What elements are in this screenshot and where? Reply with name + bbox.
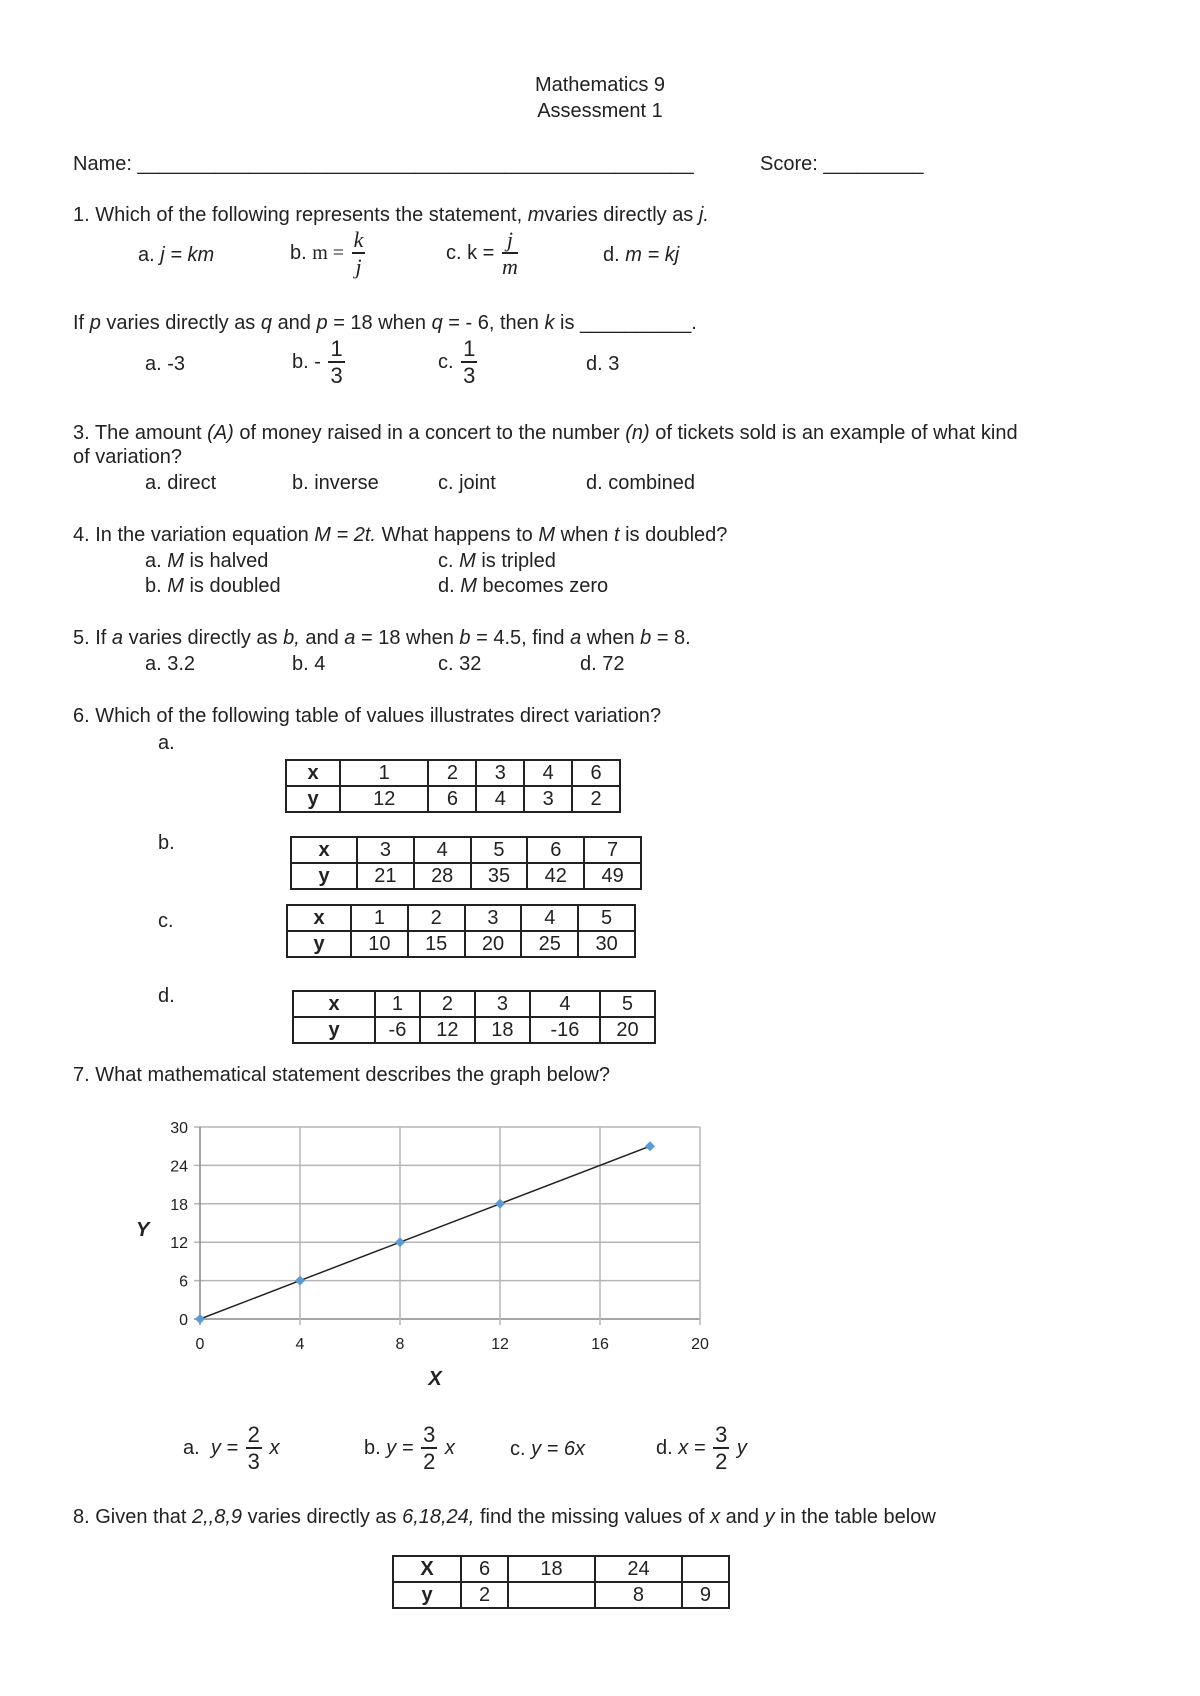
question-5 [73, 627, 691, 650]
option-expression: y = [210, 1436, 239, 1459]
variable-y: y [764, 1506, 775, 1528]
question-text: when [586, 627, 635, 649]
variable-x: x [710, 1506, 721, 1528]
variable-x: 6,18,24, [402, 1506, 475, 1528]
fraction [421, 1424, 437, 1473]
x-header: x [287, 905, 351, 931]
option-expression: y = [386, 1436, 414, 1459]
q2-option-d[interactable]: d. 3 [586, 353, 620, 375]
question-text: varies directly as [106, 312, 256, 334]
question-text: is __________. [560, 312, 697, 334]
x-tick-label: 16 [591, 1336, 609, 1353]
y-tick-label: 18 [170, 1196, 188, 1214]
option-label: c. [510, 1438, 526, 1460]
table-cell: 18 [475, 1017, 530, 1043]
x-tick-labels [196, 1336, 709, 1353]
fraction [502, 229, 518, 278]
x-tick-label: 0 [195, 1336, 205, 1353]
y-header: y [287, 931, 351, 957]
q2-option-a[interactable]: a. -3 [145, 353, 186, 375]
question-text: is doubled? [625, 524, 728, 546]
y-header: y [291, 863, 357, 889]
variable-M: M [167, 575, 184, 597]
denominator: 2 [715, 1449, 728, 1474]
table-cell: 20 [600, 1017, 655, 1043]
table-cell: 4 [414, 837, 471, 863]
table-cell: 10 [351, 931, 408, 957]
x-header: x [291, 837, 357, 863]
numerator: 3 [715, 1422, 728, 1447]
variable-m: m [527, 204, 545, 226]
series-line [200, 1146, 650, 1319]
variable-k: k [544, 312, 555, 334]
table-cell: 3 [476, 760, 524, 786]
question-text: and [725, 1506, 759, 1528]
table-cell: 9 [682, 1582, 729, 1608]
x-tick-label: 4 [295, 1336, 305, 1353]
subject-title: Mathematics 9 [534, 74, 666, 96]
question-1 [73, 204, 709, 227]
table-cell: 1 [351, 905, 408, 931]
question-text: = - 6, then [448, 312, 539, 334]
score-label: Score: [760, 153, 818, 175]
x-tick-label: 8 [395, 1336, 405, 1353]
option-text: becomes zero [482, 575, 609, 597]
table-cell: 42 [527, 863, 584, 889]
question-text: in the table below [780, 1506, 936, 1528]
option-label: a. [183, 1436, 200, 1459]
table-cell: 3 [475, 991, 530, 1017]
question-7: 7. What mathematical statement describes the graph below? [73, 1064, 610, 1086]
chart-series [195, 1141, 655, 1324]
q6-table-d [292, 990, 656, 1044]
variable-q: q [260, 312, 272, 334]
variable-p: p [89, 312, 101, 334]
variable-M: M [538, 524, 556, 546]
q5-option-b[interactable]: b. 4 [292, 653, 326, 675]
q3-option-d[interactable]: d. combined [586, 472, 695, 494]
q6-table-c [286, 904, 636, 958]
q3-option-b[interactable]: b. inverse [292, 472, 379, 494]
table-cell: 1 [340, 760, 428, 786]
y-header: y [286, 786, 340, 812]
numerator: j [502, 229, 518, 254]
q3-option-c[interactable]: c. joint [438, 472, 496, 494]
option-label: c. [438, 350, 454, 373]
variable-n: (n) [625, 422, 650, 444]
question-text: and [277, 312, 311, 334]
option-text: is halved [189, 550, 269, 572]
table-cell: 5 [600, 991, 655, 1017]
option-label: a. [138, 244, 155, 266]
table-cell: 2 [461, 1582, 508, 1608]
q5-option-a[interactable]: a. 3.2 [145, 653, 196, 675]
question-text: = 18 when [333, 312, 427, 334]
variable-x: x [444, 1436, 455, 1459]
question-text: 8. Given that [73, 1506, 187, 1528]
assessment-title: Assessment 1 [537, 100, 663, 122]
question-3-line-1 [73, 422, 1018, 445]
q7-option-b[interactable] [364, 1424, 455, 1473]
variable-b: b [640, 627, 652, 649]
denominator: 2 [423, 1449, 436, 1474]
table-cell: 4 [530, 991, 600, 1017]
option-text: is doubled [189, 575, 281, 597]
table-cell: -6 [375, 1017, 420, 1043]
option-label: b. - [292, 350, 321, 373]
question-text: What happens to [381, 524, 533, 546]
x-header: X [393, 1556, 461, 1582]
table-cell: 2 [408, 905, 465, 931]
option-expression: j = km [160, 244, 215, 266]
y-header: y [393, 1582, 461, 1608]
data-point [195, 1314, 205, 1324]
table-cell: 6 [527, 837, 584, 863]
x-header: x [286, 760, 340, 786]
table-cell: 21 [357, 863, 414, 889]
question-text: of money raised in a concert to the number [239, 422, 620, 444]
q5-option-c[interactable]: c. 32 [438, 653, 482, 675]
table-cell: 6 [428, 786, 476, 812]
y-axis-label: Y [136, 1219, 150, 1241]
name-line [73, 153, 694, 176]
question-text: when [560, 524, 609, 546]
table-cell: 20 [465, 931, 522, 957]
option-label: a. [145, 550, 162, 572]
numerator: 1 [463, 336, 476, 361]
variable-y: y [736, 1436, 747, 1459]
question-6: 6. Which of the following table of values illustrates direct variation? [73, 705, 662, 727]
question-text: find the missing values of [479, 1506, 705, 1528]
table-cell: 2 [572, 786, 620, 812]
numerator: 1 [330, 336, 343, 361]
data-point [645, 1141, 655, 1151]
table-cell: 25 [521, 931, 578, 957]
score-blank: _________ [823, 153, 924, 175]
option-expression: y = 6x [531, 1438, 586, 1460]
table-cell: 3 [357, 837, 414, 863]
variable-t: t [613, 524, 620, 546]
name-label: Name: [73, 153, 132, 175]
table-cell: 6 [572, 760, 620, 786]
option-expression: m = [312, 241, 345, 264]
q5-option-d[interactable]: d. 72 [580, 653, 625, 675]
x-axis-label: X [428, 1368, 442, 1390]
variable-A: (A) [207, 422, 234, 444]
variable-q: q [431, 312, 443, 334]
question-text: of tickets sold is an example of what kind [655, 422, 1018, 444]
question-text: = 8. [656, 627, 691, 649]
question-text: varies directly as [247, 1506, 397, 1528]
data-point [495, 1199, 505, 1209]
y-tick-label: 24 [170, 1158, 188, 1176]
q6-table-b [290, 836, 642, 890]
y-tick-label: 30 [170, 1120, 188, 1137]
table-cell: 5 [471, 837, 528, 863]
variable-M: M [460, 575, 477, 597]
q7-option-c[interactable] [510, 1438, 585, 1461]
option-expression: m = kj [625, 244, 680, 266]
q1-option-c[interactable] [446, 229, 520, 278]
q4-option-a[interactable] [145, 550, 268, 573]
question-3-line-2: of variation? [73, 446, 182, 468]
data-point [395, 1237, 405, 1247]
q1-option-d[interactable] [603, 244, 679, 267]
question-number: 1. [73, 204, 90, 226]
table-cell: 24 [595, 1556, 682, 1582]
y-header: y [293, 1017, 375, 1043]
q6-option-c-label[interactable]: c. [158, 910, 174, 932]
table-cell: 7 [584, 837, 641, 863]
y-tick-label: 6 [179, 1273, 188, 1291]
option-expression: k = [467, 241, 495, 264]
q2-option-c[interactable] [438, 338, 479, 387]
question-4 [73, 524, 727, 547]
variable-j: j. [698, 204, 709, 226]
variable-y: 2,,8,9 [191, 1506, 243, 1528]
fraction [328, 338, 344, 387]
option-label: c. [438, 550, 454, 572]
table-cell: 8 [595, 1582, 682, 1608]
q3-option-a[interactable]: a. direct [145, 472, 217, 494]
question-text: and [305, 627, 339, 649]
q6-option-a-label[interactable]: a. [158, 732, 175, 754]
variable-x: x [269, 1436, 280, 1459]
q1-option-b[interactable] [290, 229, 367, 278]
score-line [760, 153, 923, 176]
table-cell: 4 [521, 905, 578, 931]
table-cell: 2 [428, 760, 476, 786]
q4-option-c[interactable] [438, 550, 556, 573]
option-label: d. [656, 1436, 673, 1459]
fraction [713, 1424, 729, 1473]
table-cell: 49 [584, 863, 641, 889]
table-cell: 6 [461, 1556, 508, 1582]
y-tick-labels [170, 1120, 188, 1329]
question-2 [73, 312, 697, 335]
variable-M: M [459, 550, 476, 572]
table-cell: 2 [420, 991, 475, 1017]
q6-table-a [285, 759, 621, 813]
y-tick-label: 12 [170, 1235, 188, 1253]
q7-option-a[interactable] [183, 1424, 279, 1473]
denominator: 3 [247, 1449, 260, 1474]
table-cell: 3 [465, 905, 522, 931]
question-text: Which of the following represents the statement, [95, 204, 523, 226]
denominator: m [501, 254, 518, 279]
fraction [461, 338, 477, 387]
table-cell [682, 1556, 729, 1582]
table-cell: 12 [420, 1017, 475, 1043]
x-tick-label: 20 [691, 1336, 709, 1353]
denominator: j [355, 254, 362, 279]
table-cell [508, 1582, 595, 1608]
table-cell: -16 [530, 1017, 600, 1043]
question-text: 3. The amount [73, 422, 202, 444]
option-expression: x = [678, 1436, 706, 1459]
variable-p: p [316, 312, 328, 334]
table-cell: 4 [476, 786, 524, 812]
x-header: x [293, 991, 375, 1017]
q7-option-d[interactable] [656, 1424, 747, 1473]
table-cell: 3 [524, 786, 572, 812]
question-text: 4. In the variation equation [73, 524, 309, 546]
option-text: is tripled [481, 550, 556, 572]
option-label: b. [290, 241, 307, 264]
option-label: d. [603, 244, 620, 266]
option-label: b. [364, 1436, 381, 1459]
fraction [246, 1424, 262, 1473]
table-cell: 18 [508, 1556, 595, 1582]
q4-option-b[interactable] [145, 575, 281, 598]
question-text: = 4.5, find [476, 627, 565, 649]
numerator: 2 [247, 1422, 260, 1447]
option-label: b. [145, 575, 162, 597]
q6-option-d-label[interactable]: d. [158, 985, 175, 1007]
variable-a: a [111, 627, 124, 649]
table-cell: 4 [524, 760, 572, 786]
y-tick-label: 0 [179, 1312, 188, 1329]
q6-option-b-label[interactable]: b. [158, 832, 175, 854]
q1-option-a[interactable] [138, 244, 214, 267]
table-cell: 35 [471, 863, 528, 889]
name-blank: __________________________________________________ [137, 153, 694, 175]
question-text: 5. If [73, 627, 107, 649]
data-point [295, 1276, 305, 1286]
question-text: = 18 when [360, 627, 454, 649]
table-cell: 30 [578, 931, 635, 957]
question-text: varies directly as [128, 627, 278, 649]
q8-table [392, 1555, 730, 1609]
variable-a: a [344, 627, 356, 649]
question-8 [73, 1506, 936, 1529]
table-cell: 1 [375, 991, 420, 1017]
table-cell: 15 [408, 931, 465, 957]
equation: M = 2t. [314, 524, 376, 546]
variable-a: a [570, 627, 582, 649]
option-label: c. [446, 241, 462, 264]
fraction [352, 229, 366, 278]
table-cell: 5 [578, 905, 635, 931]
variable-M: M [167, 550, 184, 572]
variable-b: b, [283, 627, 300, 649]
numerator: 3 [423, 1422, 436, 1447]
denominator: 3 [463, 363, 476, 388]
question-text: varies directly as [544, 204, 694, 226]
variable-b: b [459, 627, 471, 649]
x-tick-label: 12 [491, 1336, 509, 1353]
table-cell: 12 [340, 786, 428, 812]
option-label: d. [438, 575, 455, 597]
q2-option-b[interactable] [292, 338, 347, 387]
direct-variation-graph [110, 1100, 720, 1400]
q4-option-d[interactable] [438, 575, 608, 598]
question-text: If [73, 312, 85, 334]
denominator: 3 [330, 363, 343, 388]
table-cell: 28 [414, 863, 471, 889]
numerator: k [353, 227, 364, 252]
